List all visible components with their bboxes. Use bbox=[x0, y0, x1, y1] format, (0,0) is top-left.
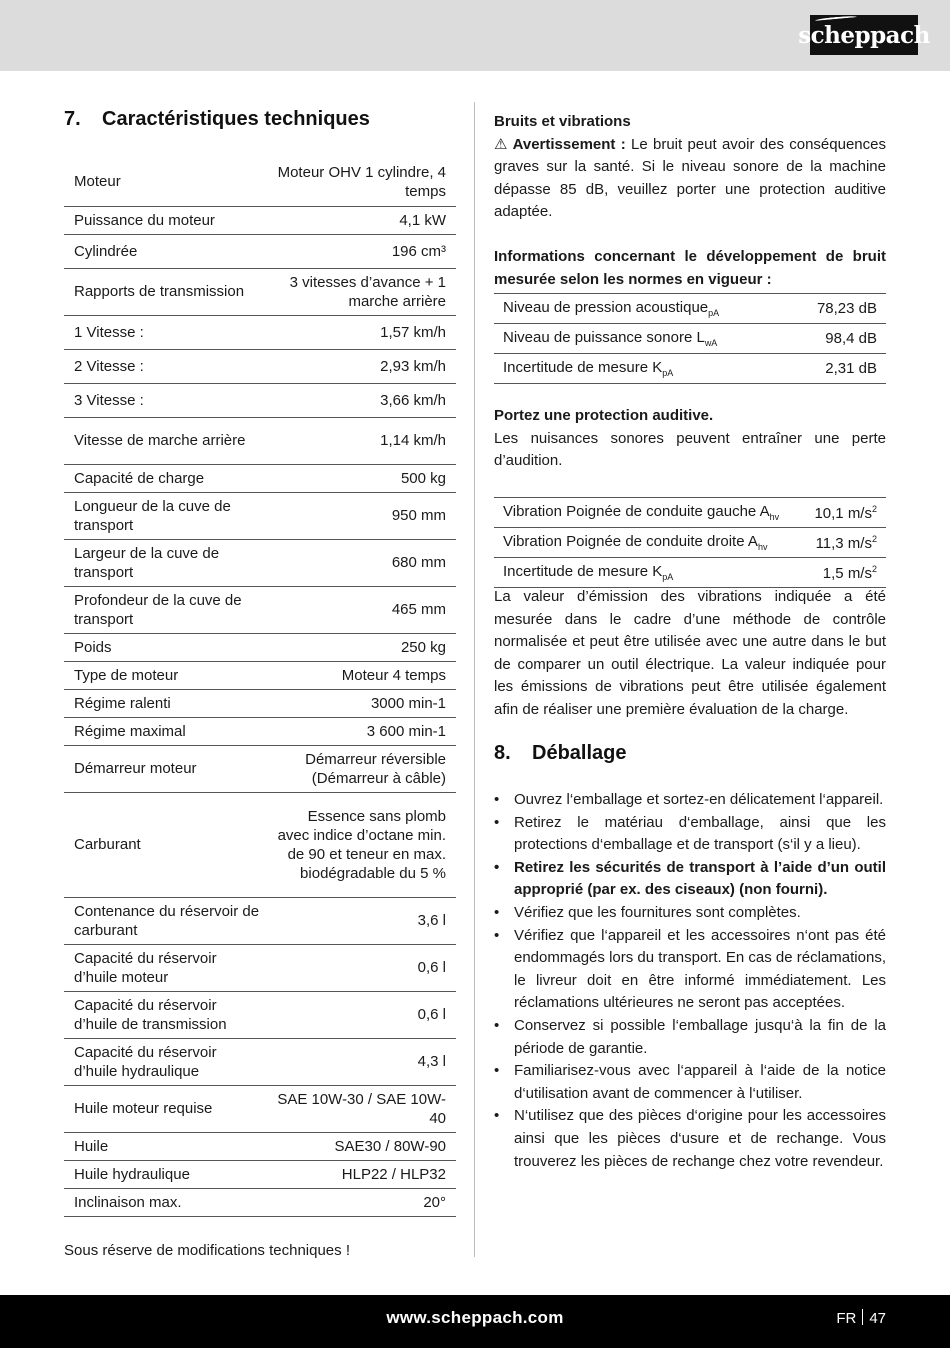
spec-row bbox=[64, 991, 456, 1038]
measure-label bbox=[494, 354, 794, 384]
spec-value: 4,3 l bbox=[264, 1038, 456, 1085]
list-item: • N‘utilisez que des pièces d‘origine pour les accessoires ainsi que les pièces d‘usure et de rechange. Vous trouverez les pièces de rechange chez votre revendeur. bbox=[494, 1105, 886, 1173]
spec-row bbox=[64, 1132, 456, 1160]
spec-row bbox=[64, 158, 456, 206]
measure-value-text: 10,1 m/s bbox=[814, 504, 872, 522]
spec-value: 20° bbox=[264, 1188, 456, 1216]
spec-value: 3 600 min-1 bbox=[264, 717, 456, 745]
page-indicator bbox=[836, 1309, 886, 1327]
list-item: • Ouvrez l‘emballage et sortez-en délicatement l‘appareil. bbox=[494, 789, 886, 812]
spec-row bbox=[64, 268, 456, 315]
spec-label: Inclinaison max. bbox=[64, 1188, 264, 1216]
measure-label bbox=[494, 558, 807, 588]
spec-row bbox=[64, 633, 456, 661]
spec-note: Sous réserve de modifications techniques ! bbox=[64, 1242, 350, 1259]
spec-row bbox=[64, 944, 456, 991]
measure-label-text: Incertitude de mesure bbox=[503, 359, 653, 376]
spec-label: Rapports de transmission bbox=[64, 268, 264, 315]
measure-row bbox=[494, 558, 886, 588]
spec-row bbox=[64, 417, 456, 464]
spec-label: Régime ralenti bbox=[64, 689, 264, 717]
spec-value: Moteur 4 temps bbox=[264, 661, 456, 689]
spec-label: Longueur de la cuve de transport bbox=[64, 492, 264, 539]
measure-subscript: pA bbox=[708, 308, 720, 318]
measure-subscript: hv bbox=[757, 542, 768, 552]
measure-subscript: wA bbox=[704, 338, 718, 348]
footer-separator bbox=[862, 1309, 863, 1325]
spec-row bbox=[64, 1038, 456, 1085]
spec-label: Carburant bbox=[64, 792, 264, 897]
spec-value: SAE 10W-30 / SAE 10W-40 bbox=[264, 1085, 456, 1132]
warning-text: Le bruit peut avoir des conséquences graves sur la santé. Si le niveau sonore de la machine dépasse 85 dB, veuillez porter une protection auditive adaptée. bbox=[494, 135, 886, 221]
measure-value bbox=[794, 354, 886, 384]
measure-symbol: A bbox=[747, 533, 758, 550]
section-8-number: 8. bbox=[494, 742, 511, 764]
protection-block bbox=[494, 405, 886, 473]
spec-label: Cylindrée bbox=[64, 234, 264, 268]
spec-row bbox=[64, 661, 456, 689]
measure-value-text: 1,5 m/s bbox=[822, 564, 872, 582]
spec-value: 2,93 km/h bbox=[264, 349, 456, 383]
footer-url[interactable]: www.scheppach.com bbox=[386, 1308, 564, 1327]
spec-value: 1,57 km/h bbox=[264, 315, 456, 349]
spec-value: 250 kg bbox=[264, 633, 456, 661]
spec-value: Moteur OHV 1 cylindre, 4 temps bbox=[264, 158, 456, 206]
spec-label: Capacité du réservoir d’huile moteur bbox=[64, 944, 264, 991]
list-item: • Retirez les sécurités de transport à l’aide d’un outil approprié (par ex. des ciseaux) (non fourni). bbox=[494, 857, 886, 902]
spec-value: 4,1 kW bbox=[264, 206, 456, 234]
measure-value-text: 78,23 dB bbox=[816, 300, 877, 317]
noise-table bbox=[494, 293, 886, 384]
noise-warning bbox=[494, 134, 886, 224]
measure-subscript: hv bbox=[769, 512, 780, 522]
spec-label: Huile bbox=[64, 1132, 264, 1160]
spec-row bbox=[64, 492, 456, 539]
measure-row bbox=[494, 354, 886, 384]
spec-row bbox=[64, 539, 456, 586]
measure-row bbox=[494, 324, 886, 354]
protection-heading: Portez une protection auditive. bbox=[494, 407, 714, 424]
measure-row bbox=[494, 498, 886, 528]
section-7-title: Caractéristiques techniques bbox=[102, 108, 370, 130]
spec-label: Régime maximal bbox=[64, 717, 264, 745]
list-item: • Conservez si possible l‘emballage jusqu‘à la fin de la période de garantie. bbox=[494, 1015, 886, 1060]
measure-value bbox=[794, 294, 886, 324]
list-item: • Vérifiez que l‘appareil et les accessoires n‘ont pas été endommagés lors du transport. En cas de réclamations, le livreur doit en être informé immédiatement. Les réclamations ultérieures ne seront pas acceptées. bbox=[494, 925, 886, 1015]
spec-row bbox=[64, 234, 456, 268]
section-7-heading bbox=[64, 108, 370, 131]
measure-row bbox=[494, 528, 886, 558]
protection-text: Les nuisances sonores peuvent entraîner une perte d’audition. bbox=[494, 429, 886, 470]
spec-row bbox=[64, 464, 456, 492]
measure-value-text: 2,31 dB bbox=[825, 360, 877, 377]
spec-label: Vitesse de marche arrière bbox=[64, 417, 264, 464]
spec-value: 3000 min-1 bbox=[264, 689, 456, 717]
vibration-table bbox=[494, 497, 886, 588]
measure-label bbox=[494, 498, 807, 528]
warning-icon: ⚠ bbox=[494, 135, 509, 153]
spec-row bbox=[64, 349, 456, 383]
spec-label: Huile hydraulique bbox=[64, 1160, 264, 1188]
spec-value: Démarreur réversible (Démarreur à câble) bbox=[264, 745, 456, 792]
measure-label bbox=[494, 294, 794, 324]
column-divider bbox=[474, 102, 475, 1257]
spec-row bbox=[64, 586, 456, 633]
measure-label-text: Vibration Poignée de conduite droite bbox=[503, 533, 748, 550]
section-7-number: 7. bbox=[64, 108, 81, 130]
spec-label: Huile moteur requise bbox=[64, 1085, 264, 1132]
page-number: 47 bbox=[869, 1310, 886, 1327]
spec-value: 0,6 l bbox=[264, 991, 456, 1038]
spec-value: 196 cm³ bbox=[264, 234, 456, 268]
spec-label: 1 Vitesse : bbox=[64, 315, 264, 349]
spec-label: Contenance du réservoir de carburant bbox=[64, 897, 264, 944]
measure-subscript: pA bbox=[662, 572, 674, 582]
spec-label: Capacité du réservoir d’huile de transmission bbox=[64, 991, 264, 1038]
spec-row bbox=[64, 315, 456, 349]
measure-symbol: K bbox=[652, 359, 663, 376]
spec-row bbox=[64, 1085, 456, 1132]
measure-symbol: A bbox=[759, 503, 770, 520]
spec-row bbox=[64, 1160, 456, 1188]
spec-row bbox=[64, 206, 456, 234]
measure-symbol: K bbox=[652, 563, 663, 580]
spec-label: Moteur bbox=[64, 158, 264, 206]
spec-label: 2 Vitesse : bbox=[64, 349, 264, 383]
spec-value: 3,66 km/h bbox=[264, 383, 456, 417]
noise-info-heading: Informations concernant le développement de bruit mesurée selon les normes en vigueur : bbox=[494, 248, 886, 288]
measure-value-text: 98,4 dB bbox=[825, 330, 877, 347]
measure-value bbox=[807, 498, 886, 528]
footer-lang: FR bbox=[836, 1310, 857, 1327]
spec-row bbox=[64, 689, 456, 717]
measure-label-text: Vibration Poignée de conduite gauche bbox=[503, 503, 760, 520]
spec-value: 465 mm bbox=[264, 586, 456, 633]
spec-table bbox=[64, 158, 456, 1217]
measure-value-text: 11,3 m/s bbox=[815, 534, 872, 552]
scheppach-logo: scheppach bbox=[810, 15, 918, 55]
spec-value: Essence sans plomb avec indice d’octane min. de 90 et teneur en max. biodégradable du 5 % bbox=[264, 792, 456, 897]
measure-value bbox=[807, 558, 886, 588]
spec-value: 680 mm bbox=[264, 539, 456, 586]
spec-value: 3,6 l bbox=[264, 897, 456, 944]
spec-row bbox=[64, 792, 456, 897]
measure-superscript: 2 bbox=[871, 533, 877, 544]
measure-symbol: L bbox=[696, 329, 705, 346]
spec-label: Capacité de charge bbox=[64, 464, 264, 492]
spec-row bbox=[64, 383, 456, 417]
measure-label bbox=[494, 324, 794, 354]
spec-row bbox=[64, 745, 456, 792]
spec-value: HLP22 / HLP32 bbox=[264, 1160, 456, 1188]
section-8-title: Déballage bbox=[532, 742, 627, 764]
spec-row bbox=[64, 897, 456, 944]
unpacking-list bbox=[494, 789, 886, 1173]
spec-label: Démarreur moteur bbox=[64, 745, 264, 792]
measure-superscript: 2 bbox=[871, 563, 877, 574]
measure-value bbox=[794, 324, 886, 354]
measure-subscript: pA bbox=[662, 368, 674, 378]
spec-label: Largeur de la cuve de transport bbox=[64, 539, 264, 586]
footer-bar bbox=[0, 1295, 950, 1348]
spec-label: Puissance du moteur bbox=[64, 206, 264, 234]
spec-row bbox=[64, 1188, 456, 1216]
spec-value: 3 vitesses d’avance + 1 marche arrière bbox=[264, 268, 456, 315]
spec-value: 500 kg bbox=[264, 464, 456, 492]
spec-value: SAE30 / 80W-90 bbox=[264, 1132, 456, 1160]
spec-label: Profondeur de la cuve de transport bbox=[64, 586, 264, 633]
section-8-heading bbox=[494, 742, 626, 765]
spec-value: 1,14 km/h bbox=[264, 417, 456, 464]
spec-label: 3 Vitesse : bbox=[64, 383, 264, 417]
spec-row bbox=[64, 717, 456, 745]
measure-label-text: Niveau de pression acoustique bbox=[503, 299, 709, 316]
measure-label-text: Niveau de puissance sonore bbox=[503, 329, 697, 346]
vibration-text: La valeur d’émission des vibrations indiquée a été mesurée dans le cadre d’une méthode de contrôle normalisée et peut être utilisée avec une autre dans le but de comparer un outil électrique. La valeur indiquée pour les émissions de vibrations peut être utilisée également afin de réaliser une première évaluation de la charge. bbox=[494, 588, 886, 718]
measure-row bbox=[494, 294, 886, 324]
spec-label: Type de moteur bbox=[64, 661, 264, 689]
noise-heading: Bruits et vibrations bbox=[494, 113, 631, 130]
list-item: • Familiarisez-vous avec l‘appareil à l‘aide de la notice d‘utilisation avant de commencer à l‘utiliser. bbox=[494, 1060, 886, 1105]
list-item: • Retirez le matériau d‘emballage, ainsi que les protections d‘emballage et de transport (s‘il y a lieu). bbox=[494, 812, 886, 857]
noise-intro bbox=[494, 111, 886, 224]
measure-label bbox=[494, 528, 807, 558]
spec-value: 950 mm bbox=[264, 492, 456, 539]
spec-value: 0,6 l bbox=[264, 944, 456, 991]
measure-superscript: 2 bbox=[871, 503, 877, 514]
measure-value bbox=[807, 528, 886, 558]
warning-label: Avertissement : bbox=[512, 135, 626, 153]
measure-label-text: Incertitude de mesure bbox=[503, 563, 653, 580]
list-item: • Vérifiez que les fournitures sont complètes. bbox=[494, 902, 886, 925]
spec-label: Capacité du réservoir d’huile hydraulique bbox=[64, 1038, 264, 1085]
unpacking-list-wrap bbox=[494, 789, 886, 1173]
spec-label: Poids bbox=[64, 633, 264, 661]
